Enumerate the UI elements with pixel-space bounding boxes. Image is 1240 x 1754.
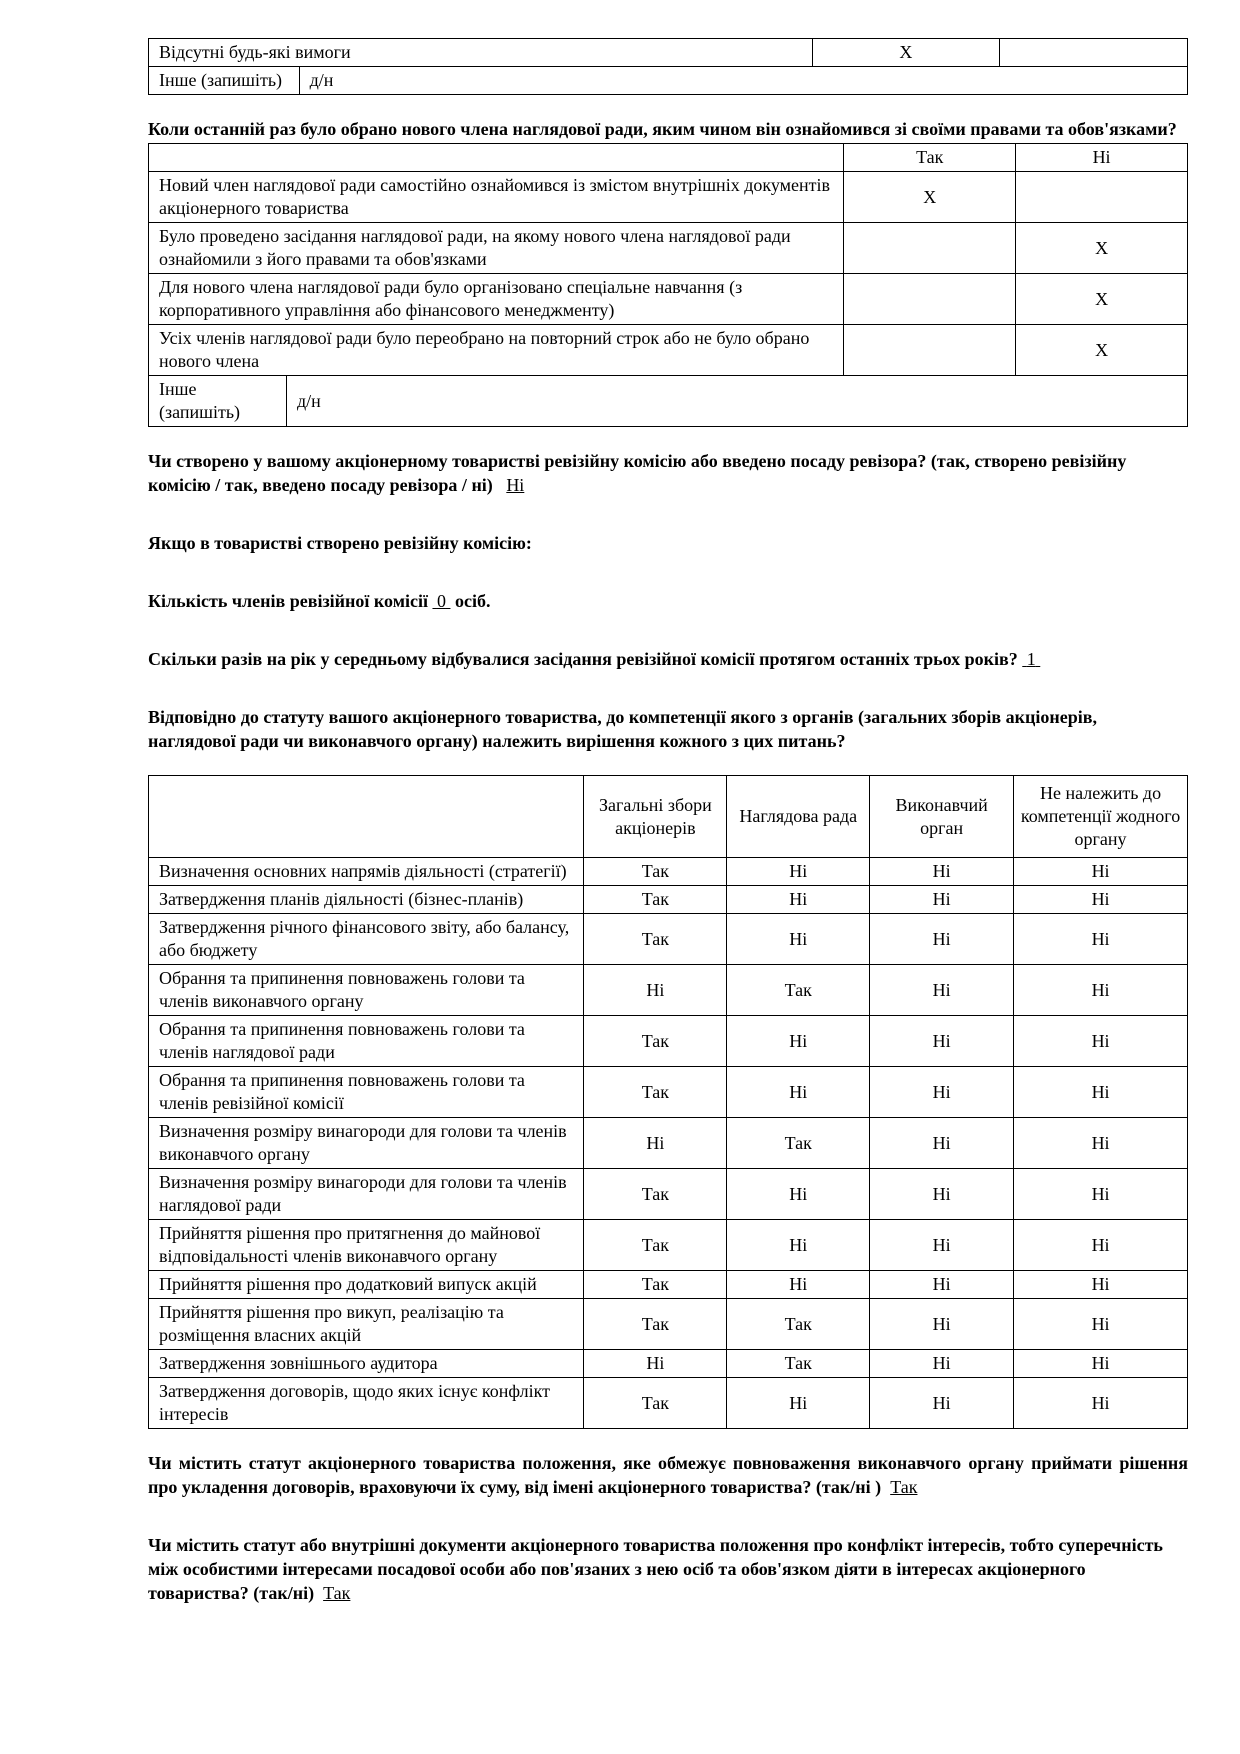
row-label: Затвердження річного фінансового звіту, або балансу, або бюджету [149, 914, 584, 965]
question-text: Кількість членів ревізійної комісії [148, 591, 428, 611]
cell-value: Так [584, 1169, 727, 1220]
cell-value: Ні [870, 1378, 1014, 1429]
answer-value [432, 591, 450, 611]
cell-value: Ні [870, 914, 1014, 965]
table-row [149, 1220, 1188, 1271]
row-label: Обрання та припинення повноважень голови та членів наглядової ради [149, 1016, 584, 1067]
table-row [149, 1271, 1188, 1299]
table-header-row [149, 144, 1188, 172]
cell-value: Ні [870, 858, 1014, 886]
question-suffix: осіб. [454, 591, 491, 611]
cell-value: Так [727, 1350, 870, 1378]
cell-value: Ні [727, 886, 870, 914]
cell-value: Ні [727, 1220, 870, 1271]
cell-mark: X [812, 39, 1000, 67]
answer-value [1022, 649, 1040, 669]
cell-value: Так [584, 1067, 727, 1118]
table-row [149, 1350, 1188, 1378]
cell-value: Ні [584, 1118, 727, 1169]
row-label: Прийняття рішення про викуп, реалізацію та розміщення власних акцій [149, 1299, 584, 1350]
cell-value: Так [584, 858, 727, 886]
cell-value: Ні [584, 1350, 727, 1378]
row-label: Затвердження планів діяльності (бізнес-планів) [149, 886, 584, 914]
table-row [149, 325, 1188, 376]
cell-value: Ні [1014, 1016, 1188, 1067]
table-row [149, 1118, 1188, 1169]
cell-no: X [1016, 274, 1188, 325]
cell-value: Ні [727, 1378, 870, 1429]
cell-value: Ні [1014, 886, 1188, 914]
table-row [149, 965, 1188, 1016]
new-member-question: Коли останній раз було обрано нового члена наглядової ради, яким чином він ознайомився зі своїми правами та обов'язками? [148, 119, 1177, 139]
audit-meetings-question [148, 647, 1188, 671]
cell-value: Ні [870, 1299, 1014, 1350]
conflict-question [148, 1533, 1188, 1605]
row-label: Прийняття рішення про притягнення до майнової відповідальності членів виконавчого органу [149, 1220, 584, 1271]
answer-value: Так [323, 1583, 351, 1603]
cell-value: Ні [870, 1016, 1014, 1067]
header-no: Ні [1016, 144, 1188, 172]
cell-value: Ні [1014, 1350, 1188, 1378]
cell-value: Ні [870, 886, 1014, 914]
cell-value: Так [584, 1378, 727, 1429]
cell-value: Ні [1014, 914, 1188, 965]
answer-value: Ні [506, 475, 525, 495]
cell-mark [1000, 39, 1188, 67]
cell-value: Ні [1014, 1220, 1188, 1271]
cell-value: Ні [1014, 965, 1188, 1016]
cell-value: Ні [870, 1169, 1014, 1220]
cell-value: Ні [1014, 1067, 1188, 1118]
cell-value: Так [584, 1271, 727, 1299]
question-text: Скільки разів на рік у середньому відбувалися засідання ревізійної комісії протягом останніх трьох років? [148, 649, 1018, 669]
document-page [148, 38, 1188, 1605]
row-label: Відсутні будь-які вимоги [149, 39, 813, 67]
competence-question: Відповідно до статуту вашого акціонерного товариства, до компетенції якого з органів (загальних зборів акціонерів, наглядової ради чи виконавчого органу) належить вирішення кожного з цих питань? [148, 707, 1097, 751]
cell-value: Ні [727, 1016, 870, 1067]
other-label: Інше (запишіть) [149, 376, 287, 427]
row-label: Усіх членів наглядової ради було переобрано на повторний строк або не було обрано нового члена [149, 325, 844, 376]
cell-value: Так [727, 965, 870, 1016]
cell-value: Так [584, 1299, 727, 1350]
other-value: д/н [299, 67, 1187, 95]
header-general-meeting: Загальні збори акціонерів [584, 776, 727, 858]
table-row [149, 274, 1188, 325]
meetings-value: 1 [1026, 649, 1036, 669]
row-label: Визначення розміру винагороди для голови та членів наглядової ради [149, 1169, 584, 1220]
cell-value: Ні [727, 914, 870, 965]
row-label: Визначення розміру винагороди для голови та членів виконавчого органу [149, 1118, 584, 1169]
cell-value: Ні [870, 1118, 1014, 1169]
cell-value: Ні [727, 1169, 870, 1220]
question-text: Чи містить статут або внутрішні документи акціонерного товариства положення про конфлікт інтересів, тобто суперечність між особистими інтересами посадової особи або пов'язаних з нею осіб та обов'язком діяти в інтересах акціонерного товариства? (так/ні) [148, 1535, 1163, 1603]
row-label: Для нового члена наглядової ради було організовано спеціальне навчання (з корпоративного управління або фінансового менеджменту) [149, 274, 844, 325]
row-label: Обрання та припинення повноважень голови та членів виконавчого органу [149, 965, 584, 1016]
row-label: Визначення основних напрямів діяльності (стратегії) [149, 858, 584, 886]
cell-value: Ні [584, 965, 727, 1016]
cell-value: Ні [870, 1067, 1014, 1118]
table-row [149, 39, 1188, 67]
cell-value: Ні [727, 858, 870, 886]
table-row [149, 1378, 1188, 1429]
table-row [149, 858, 1188, 886]
audit-created-question [148, 449, 1188, 497]
row-label: Новий член наглядової ради самостійно ознайомився із змістом внутрішніх документів акціонерного товариства [149, 172, 844, 223]
table-header-row [149, 776, 1188, 858]
cell-value: Так [584, 1220, 727, 1271]
limits-question [148, 1451, 1188, 1499]
other-label: Інше (запишіть) [149, 67, 300, 95]
audit-if-heading: Якщо в товаристві створено ревізійну комісію: [148, 533, 532, 553]
cell-no: X [1016, 325, 1188, 376]
competence-table [148, 775, 1188, 1429]
cell-no: X [1016, 223, 1188, 274]
cell-value: Ні [727, 1271, 870, 1299]
header-yes: Так [844, 144, 1016, 172]
table-row [149, 1299, 1188, 1350]
cell-value: Ні [1014, 1299, 1188, 1350]
cell-value: Ні [1014, 1271, 1188, 1299]
cell-yes [844, 325, 1016, 376]
header-empty [149, 144, 844, 172]
cell-value: Ні [1014, 858, 1188, 886]
cell-value: Ні [1014, 1378, 1188, 1429]
table-row [149, 886, 1188, 914]
row-label: Обрання та припинення повноважень голови та членів ревізійної комісії [149, 1067, 584, 1118]
cell-value: Ні [870, 1350, 1014, 1378]
cell-yes: X [844, 172, 1016, 223]
table-row [149, 1169, 1188, 1220]
table-row [149, 1016, 1188, 1067]
row-label: Затвердження договорів, щодо яких існує конфлікт інтересів [149, 1378, 584, 1429]
table-row [149, 914, 1188, 965]
header-no-body: Не належить до компетенції жодного органу [1014, 776, 1188, 858]
cell-value: Ні [1014, 1169, 1188, 1220]
cell-value: Ні [727, 1067, 870, 1118]
cell-value: Ні [870, 1271, 1014, 1299]
table-row [149, 223, 1188, 274]
cell-yes [844, 223, 1016, 274]
cell-value: Ні [870, 965, 1014, 1016]
cell-value: Так [727, 1118, 870, 1169]
audit-count-question [148, 589, 1188, 613]
row-label: Було проведено засідання наглядової ради, на якому нового члена наглядової ради ознайомили з його правами та обов'язками [149, 223, 844, 274]
question-text: Чи містить статут акціонерного товариства положення, яке обмежує повноваження виконавчого органу приймати рішення про укладення договорів, враховуючи їх суму, від імені акціонерного товариства? (так/ні ) [148, 1453, 1188, 1497]
cell-value: Ні [870, 1220, 1014, 1271]
table-row-other [149, 376, 1188, 427]
cell-yes [844, 274, 1016, 325]
table-row [149, 1067, 1188, 1118]
cell-value: Так [727, 1299, 870, 1350]
table-row [149, 172, 1188, 223]
header-supervisory-board: Наглядова рада [727, 776, 870, 858]
answer-value: Так [890, 1477, 918, 1497]
requirements-table [148, 38, 1188, 95]
other-value: д/н [286, 376, 1187, 427]
header-executive-body: Виконавчий орган [870, 776, 1014, 858]
header-empty [149, 776, 584, 858]
table-row-other [149, 67, 1188, 95]
cell-value: Так [584, 914, 727, 965]
question-text: Чи створено у вашому акціонерному товаристві ревізійну комісію або введено посаду ревізора? (так, створено ревізійну комісію / так, введено посаду ревізора / ні) [148, 451, 1127, 495]
cell-value: Так [584, 1016, 727, 1067]
row-label: Прийняття рішення про додатковий випуск акцій [149, 1271, 584, 1299]
cell-value: Ні [1014, 1118, 1188, 1169]
row-label: Затвердження зовнішнього аудитора [149, 1350, 584, 1378]
count-value: 0 [436, 591, 446, 611]
cell-no [1016, 172, 1188, 223]
new-member-table [148, 143, 1188, 427]
cell-value: Так [584, 886, 727, 914]
